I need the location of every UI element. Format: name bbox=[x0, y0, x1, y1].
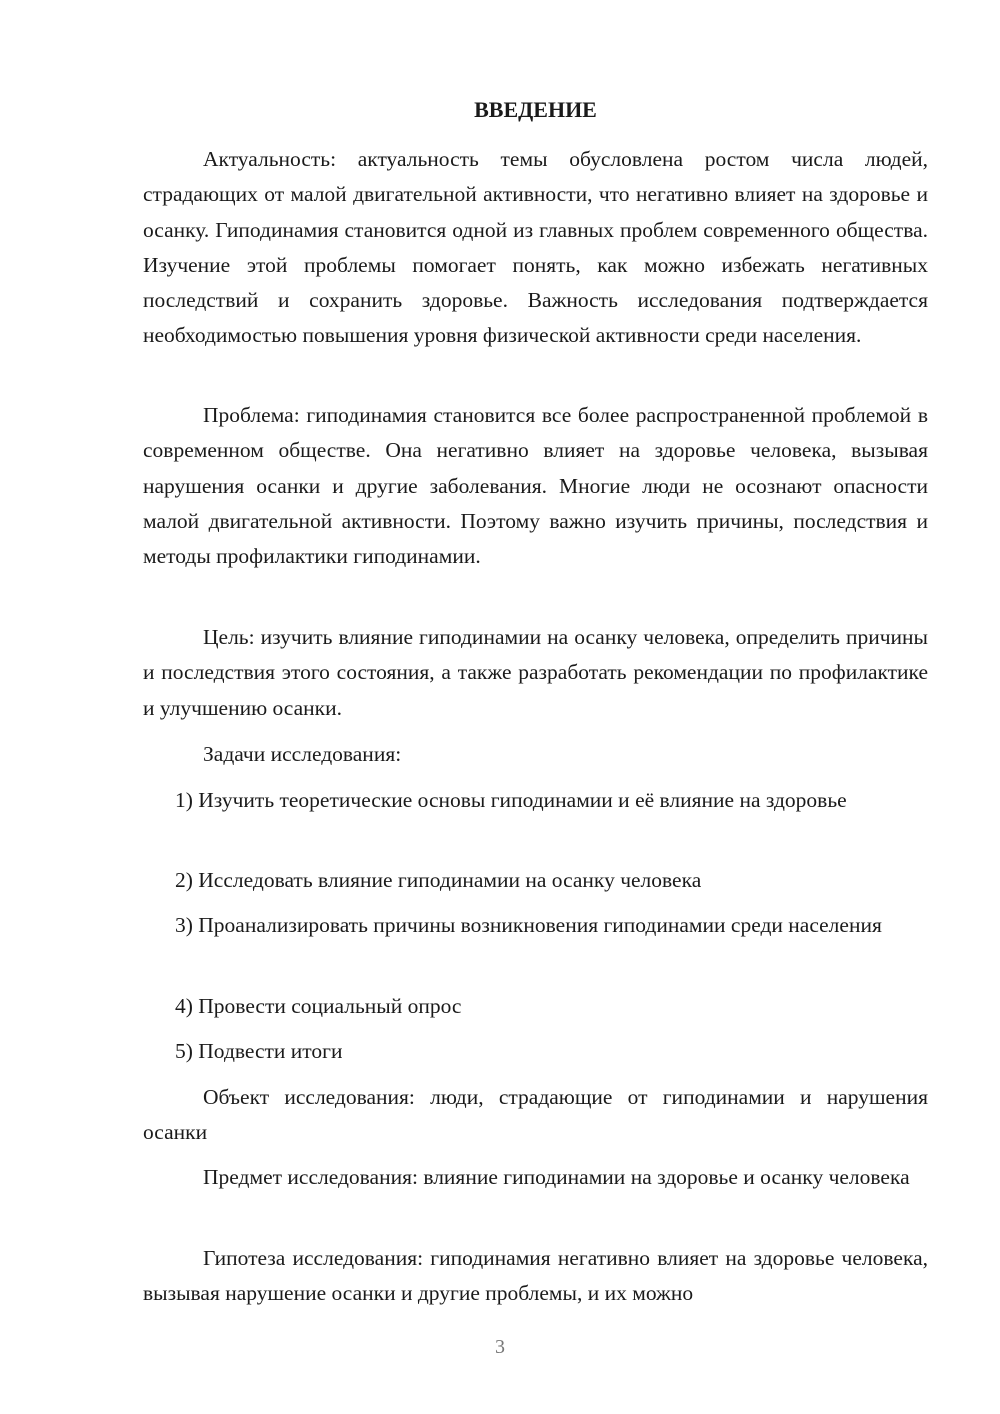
goal-paragraph: Цель: изучить влияние гиподинамии на осанку человека, определить причины и последствия этого состояния, а также разработать рекомендации по профилактике и улучшению осанки. bbox=[143, 625, 928, 720]
task-item-4: 4) Провести социальный опрос bbox=[175, 994, 462, 1018]
task-item-3: 3) Проанализировать причины возникновения гиподинамии среди населения bbox=[175, 913, 882, 937]
task-item-5: 5) Подвести итоги bbox=[175, 1039, 343, 1063]
task-item-2: 2) Исследовать влияние гиподинамии на осанку человека bbox=[175, 868, 702, 892]
problem-paragraph: Проблема: гиподинамия становится все более распространенной проблемой в современном обществе. Она негативно влияет на здоровье человека, вызывая нарушения осанки и другие заболевания. Многие люди не осознают опасности малой двигательной активности. Поэтому важно изучить причины, последствия и методы профилактики гиподинамии. bbox=[143, 403, 928, 569]
relevance-paragraph: Актуальность: актуальность темы обусловлена ростом числа людей, страдающих от малой двигательной активности, что негативно влияет на здоровье и осанку. Гиподинамия становится одной из главных проблем современного общества. Изучение этой проблемы помогает понять, как можно избежать негативных последствий и сохранить здоровье. Важность исследования подтверждается необходимостью повышения уровня физической активности среди населения. bbox=[143, 147, 928, 348]
hypothesis-paragraph: Гипотеза исследования: гиподинамия негативно влияет на здоровье человека, вызывая нарушение осанки и другие проблемы, и их можно bbox=[143, 1246, 928, 1306]
page-number: 3 bbox=[495, 1336, 505, 1358]
tasks-heading: Задачи исследования: bbox=[203, 742, 402, 766]
research-subject-paragraph: Предмет исследования: влияние гиподинамии на здоровье и осанку человека bbox=[203, 1165, 910, 1189]
research-object-paragraph: Объект исследования: люди, страдающие от гиподинамии и нарушения осанки bbox=[143, 1085, 928, 1145]
section-title: ВВЕДЕНИЕ bbox=[474, 97, 597, 122]
task-item-1: 1) Изучить теоретические основы гиподинамии и её влияние на здоровье bbox=[175, 788, 847, 812]
